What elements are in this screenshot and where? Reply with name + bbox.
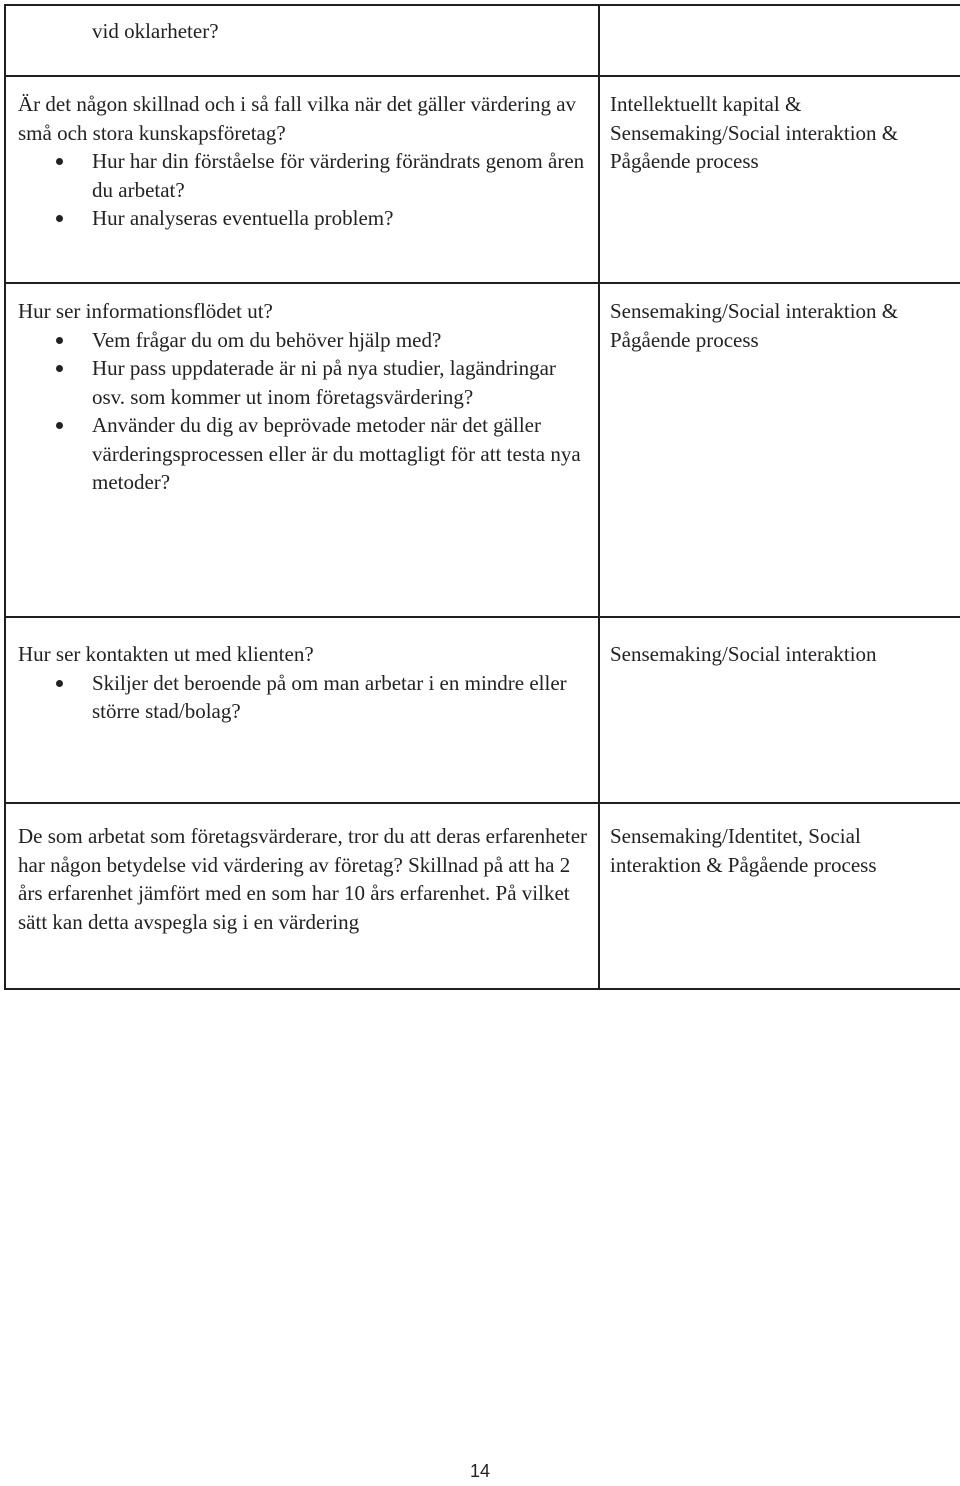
category-cell xyxy=(599,5,960,76)
page-number: 14 xyxy=(469,1461,491,1481)
list-item: Hur har din förståelse för värdering förändrats genom åren du arbetat? xyxy=(18,147,588,204)
question-cell xyxy=(5,803,599,989)
category-cell xyxy=(599,803,960,989)
category-cell xyxy=(599,76,960,283)
question-text: Är det någon skillnad och i så fall vilka när det gäller värdering av små och stora kunskapsföretag? xyxy=(18,92,577,145)
table-row xyxy=(5,5,960,76)
category-cell xyxy=(599,617,960,803)
question-text: Hur ser kontakten ut med klienten? xyxy=(18,642,314,666)
list-item: Vem frågar du om du behöver hjälp med? xyxy=(18,326,588,355)
table-row xyxy=(5,76,960,283)
category-cell xyxy=(599,283,960,617)
question-text: De som arbetat som företagsvärderare, tror du att deras erfarenheter har någon betydelse vid värdering av företag? Skillnad på att ha 2 års erfarenhet jämfört med en som har 10 års erfarenhet. På vilket sätt kan detta avspegla sig i en värdering xyxy=(18,824,588,934)
bullet-icon xyxy=(56,680,63,687)
bullet-icon xyxy=(56,158,63,165)
interview-table xyxy=(4,4,960,990)
question-cell xyxy=(5,617,599,803)
question-cell xyxy=(5,76,599,283)
bullet-icon xyxy=(56,215,63,222)
list-item: Hur analyseras eventuella problem? xyxy=(18,204,588,233)
bullet-list xyxy=(18,326,588,497)
question-cell xyxy=(5,283,599,617)
category-text: Sensemaking/Identitet, Social interaktion & Pågående process xyxy=(610,824,877,877)
table-row xyxy=(5,803,960,989)
bullet-list xyxy=(18,669,588,726)
bullet-icon xyxy=(56,422,63,429)
category-text: Sensemaking/Social interaktion xyxy=(610,642,877,666)
bullet-list xyxy=(18,147,588,233)
question-text: vid oklarheter? xyxy=(92,19,219,43)
bullet-icon xyxy=(56,365,63,372)
list-item: Skiljer det beroende på om man arbetar i en mindre eller större stad/bolag? xyxy=(18,669,588,726)
question-cell xyxy=(5,5,599,76)
bullet-icon xyxy=(56,337,63,344)
table-row xyxy=(5,617,960,803)
list-item: Hur pass uppdaterade är ni på nya studier, lagändringar osv. som kommer ut inom företagsvärdering? xyxy=(18,354,588,411)
category-text: Sensemaking/Social interaktion & Pågående process xyxy=(610,299,899,352)
category-text: Intellektuellt kapital & Sensemaking/Social interaktion & Pågående process xyxy=(610,92,899,173)
question-text: Hur ser informationsflödet ut? xyxy=(18,299,273,323)
table-row xyxy=(5,283,960,617)
list-item: Använder du dig av beprövade metoder när det gäller värderingsprocessen eller är du mottagligt för att testa nya metoder? xyxy=(18,411,588,497)
